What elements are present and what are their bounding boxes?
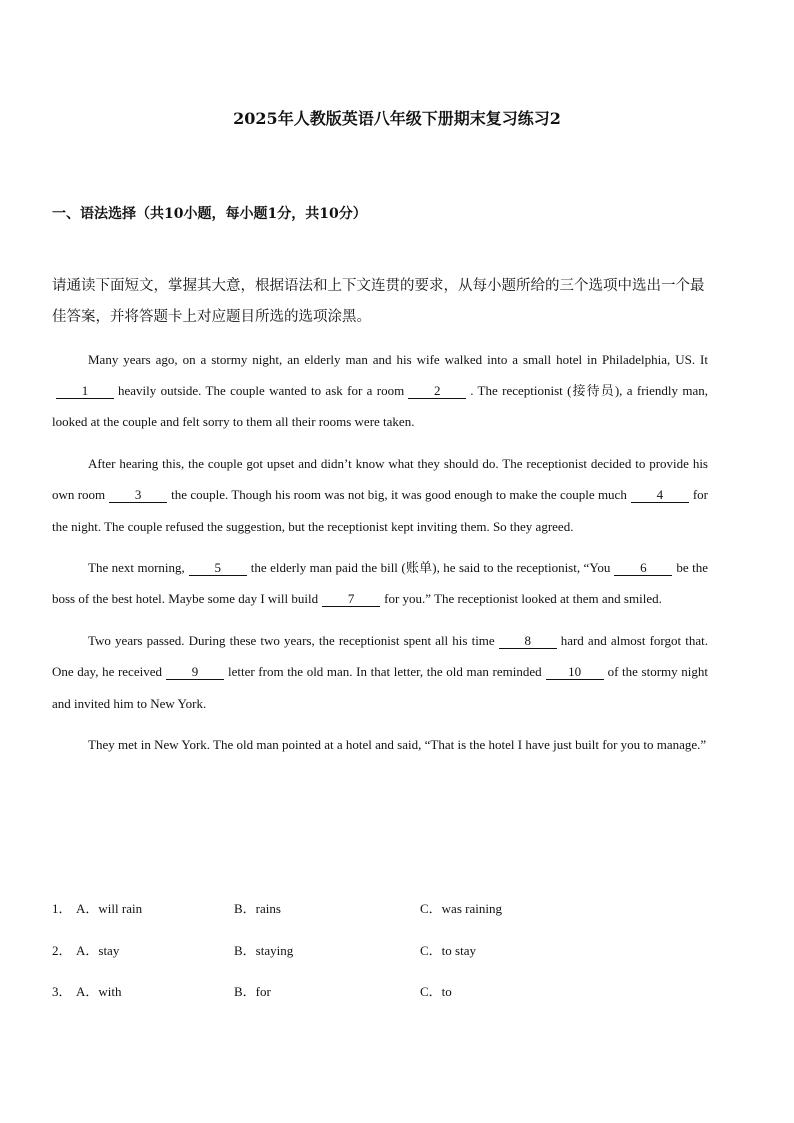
text-segment: heavily outside. The couple wanted to ask for a room: [118, 383, 405, 399]
text-segment: After hearing this, the couple got upset and didn’t know what they should do. The receptionist decided to provide his own room: [52, 456, 708, 503]
option-a[interactable]: A．with: [76, 984, 122, 1000]
question-row-3: [52, 981, 712, 1023]
passage-paragraph-2: [52, 448, 708, 542]
text-segment: for you.” The receptionist looked at them and smiled.: [384, 591, 662, 607]
blank-2: 2: [408, 383, 466, 399]
text-segment: Many years ago, on a stormy night, an elderly man and his wife walked into a small hotel in Philadelphia, US. It: [88, 352, 708, 367]
passage: [52, 344, 708, 771]
option-a[interactable]: A．stay: [76, 942, 120, 958]
text-segment: the couple. Though his room was not big, it was good enough to make the couple much: [171, 487, 627, 503]
blank-1: 1: [56, 383, 114, 399]
text-segment: Two years passed. During these two years, the receptionist spent all his time: [88, 633, 495, 649]
option-b[interactable]: B．staying: [234, 942, 294, 958]
text-segment: for the night. The couple refused the suggestion, but the receptionist kept inviting them. So they agreed.: [52, 487, 708, 534]
text-segment: the elderly man paid the bill (账单), he said to the receptionist, “You: [250, 560, 611, 576]
question-number: 2．: [52, 942, 72, 958]
question-row-2: [52, 940, 712, 982]
blank-9: 9: [166, 664, 224, 680]
blank-6: 6: [614, 560, 672, 576]
question-options: [52, 898, 712, 1023]
text-segment: of the stormy night and invited him to New York.: [52, 664, 709, 711]
page-title: 2025年人教版英语八年级下册期末复习练习2: [233, 109, 561, 128]
section-heading: 一、语法选择（共10小题，每小题1分，共10分）: [52, 206, 367, 222]
blank-4: 4: [631, 487, 689, 503]
option-b[interactable]: B．rains: [234, 901, 281, 916]
passage-paragraph-3: [52, 552, 708, 614]
option-a[interactable]: A．will rain: [76, 901, 143, 916]
option-b[interactable]: B．for: [234, 984, 271, 1000]
blank-5: 5: [189, 560, 247, 576]
text-segment: They met in New York. The old man pointed at a hotel and said, “That is the hotel I have just built for you to manage.”: [88, 737, 707, 753]
passage-paragraph-1: [52, 344, 708, 438]
blank-7: 7: [322, 591, 380, 607]
instructions: 请通读下面短文，掌握其大意，根据语法和上下文连贯的要求，从每小题所给的三个选项中选出一个最佳答案，并将答题卡上对应题目所选的选项涂黑。: [52, 278, 705, 325]
question-row-1: [52, 898, 712, 940]
option-c[interactable]: C．was raining: [420, 901, 502, 916]
passage-paragraph-4: [52, 625, 708, 719]
blank-3: 3: [109, 487, 167, 503]
text-segment: hard and almost forgot that. One day, he received: [52, 633, 709, 680]
option-c[interactable]: C．to: [420, 984, 452, 1000]
passage-paragraph-5: [52, 729, 708, 760]
blank-8: 8: [499, 633, 557, 649]
blank-10: 10: [546, 664, 604, 680]
text-segment: letter from the old man. In that letter, the old man reminded: [227, 664, 542, 680]
option-c[interactable]: C．to stay: [420, 942, 476, 958]
question-number: 1．: [52, 901, 72, 916]
text-segment: The next morning,: [88, 560, 185, 576]
question-number: 3．: [52, 984, 72, 1000]
text-segment: . The receptionist (接待员), a friendly man, looked at the couple and felt sorry to them all their rooms were taken.: [52, 383, 708, 430]
text-segment: be the boss of the best hotel. Maybe some day I will build: [52, 560, 708, 607]
